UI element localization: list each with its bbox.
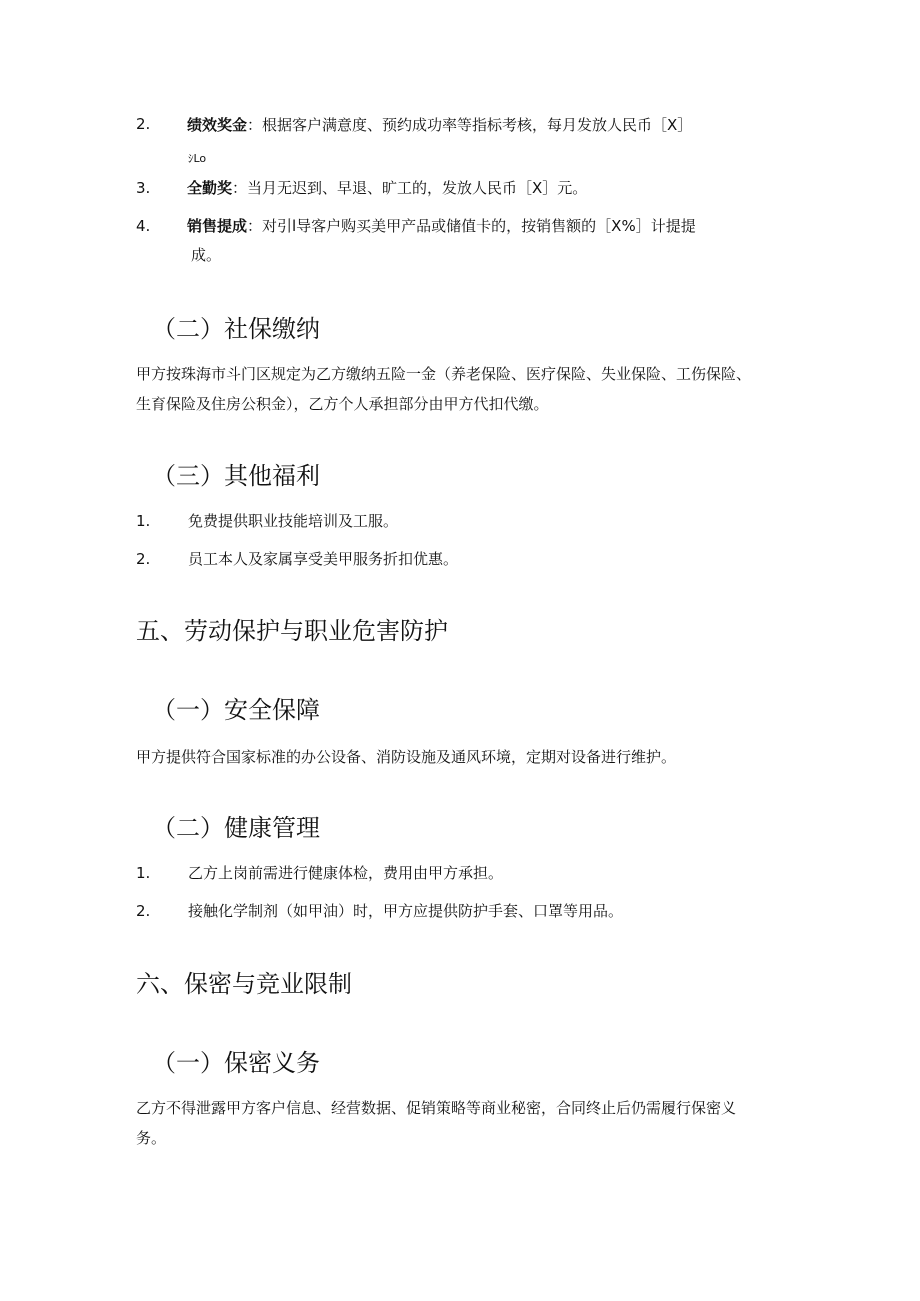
social-paragraph-line1: 甲方按珠海市斗门区规定为乙方缴纳五险一金（养老保险、医疗保险、失业保险、工伤保险、 [136, 365, 752, 383]
section-heading-labor-protection: 五、劳动保护与职业危害防护 [136, 617, 448, 645]
list-number: 2. [136, 902, 151, 920]
list-number: 4. [136, 217, 151, 235]
item-label: 绩效奖金 [187, 116, 248, 134]
health-item-checkup: 乙方上岗前需进行健康体检，费用由甲方承担。 [188, 864, 504, 882]
social-paragraph-line2: 生育保险及住房公积金），乙方个人承担部分由甲方代扣代缴。 [136, 395, 549, 413]
confidential-paragraph-line2: 务。 [136, 1129, 167, 1147]
confidential-paragraph-line1: 乙方不得泄露甲方客户信息、经营数据、促销策略等商业秘密，合同终止后仍需履行保密义 [136, 1099, 737, 1117]
list-number: 2. [136, 115, 151, 133]
item-label: 全勤奖 [187, 179, 233, 197]
item-text: ：根据客户满意度、预约成功率等指标考核，每月发放人民币［X］ [247, 116, 693, 134]
welfare-item-training: 免费提供职业技能培训及工服。 [188, 512, 399, 530]
subheading-health: （二）健康管理 [152, 814, 320, 842]
section-heading-confidentiality: 六、保密与竞业限制 [136, 970, 352, 998]
item-continuation: ｼLo [188, 152, 207, 165]
safety-paragraph: 甲方提供符合国家标准的办公设备、消防设施及通风环境，定期对设备进行维护。 [136, 748, 677, 766]
item-text: ：对引l导客户购买美甲产品或储值卡的，按销售额的［X%］计提提 [247, 217, 696, 235]
item-text: ：当月无迟到、早退、旷工的，发放人民币［X］元。 [232, 179, 588, 197]
list-number: 1. [136, 512, 151, 530]
list-number: 3. [136, 179, 151, 197]
health-item-protection: 接触化学制剂（如甲油）时，甲方应提供防护手套、口罩等用品。 [188, 902, 624, 920]
salary-item-sales-commission [187, 211, 696, 241]
subheading-other-welfare: （三）其他福利 [152, 462, 320, 490]
salary-item-performance-bonus [187, 110, 692, 140]
list-number: 2. [136, 550, 151, 568]
subheading-confidential-duty: （一）保密义务 [152, 1049, 320, 1077]
subheading-safety: （一）安全保障 [152, 696, 320, 724]
welfare-item-discount: 员工本人及家属享受美甲服务折扣优惠。 [188, 550, 459, 568]
item-label: 销售提成 [187, 217, 248, 235]
list-number: 1. [136, 864, 151, 882]
item-continuation: 成。 [191, 246, 222, 264]
subheading-social-insurance: （二）社保缴纳 [152, 315, 320, 343]
salary-item-attendance-bonus [187, 173, 587, 203]
